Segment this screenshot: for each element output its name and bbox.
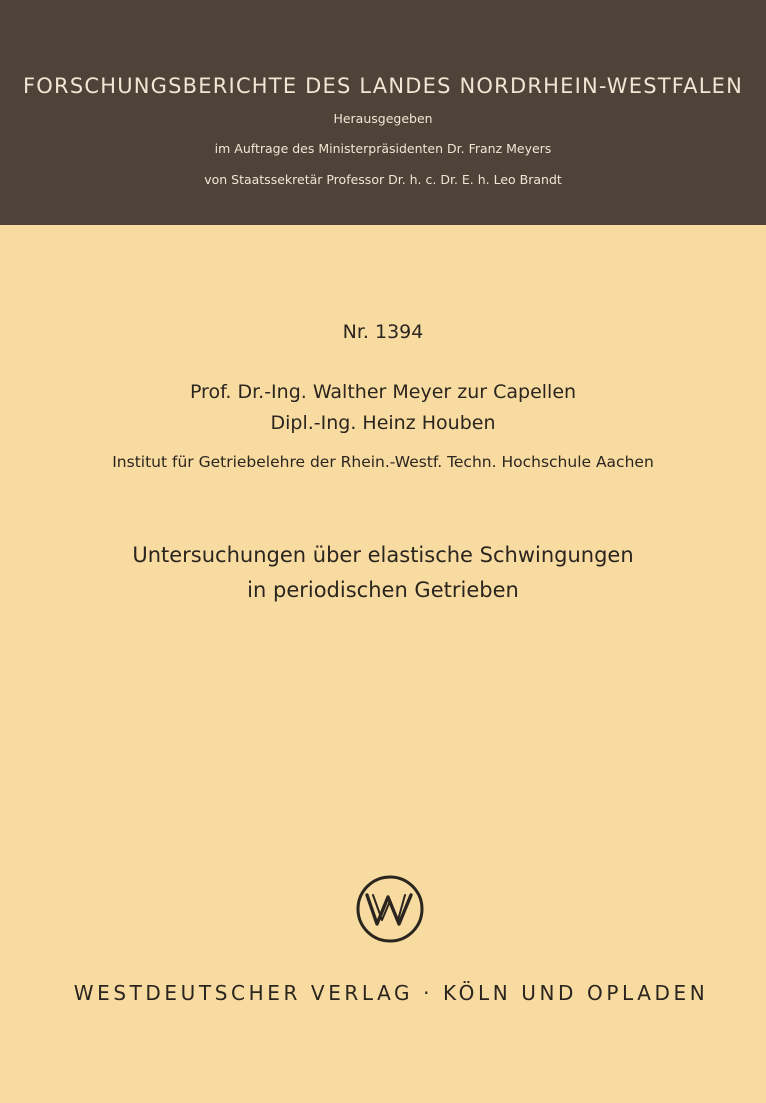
book-title-line-1: Untersuchungen über elastische Schwingungen xyxy=(132,543,634,567)
editor-line-1: Herausgegeben xyxy=(333,111,433,126)
institute-line: Institut für Getriebelehre der Rhein.-Westf. Techn. Hochschule Aachen xyxy=(112,453,654,471)
author-2: Dipl.-Ing. Heinz Houben xyxy=(270,412,496,434)
report-number: Nr. 1394 xyxy=(342,321,424,343)
editor-line-2: im Auftrage des Ministerpräsidenten Dr. Franz Meyers xyxy=(214,141,552,156)
ww-publisher-logo-icon xyxy=(355,874,425,944)
publisher-line: WESTDEUTSCHER VERLAG · KÖLN UND OPLADEN xyxy=(73,981,709,1005)
editor-line-3: von Staatssekretär Professor Dr. h. c. Dr. E. h. Leo Brandt xyxy=(204,172,562,187)
series-header-band xyxy=(0,0,766,225)
author-1: Prof. Dr.-Ing. Walther Meyer zur Capellen xyxy=(189,381,577,403)
book-title-line-2: in periodischen Getrieben xyxy=(247,578,519,602)
series-title: FORSCHUNGSBERICHTE DES LANDES NORDRHEIN-WESTFALEN xyxy=(23,74,743,98)
